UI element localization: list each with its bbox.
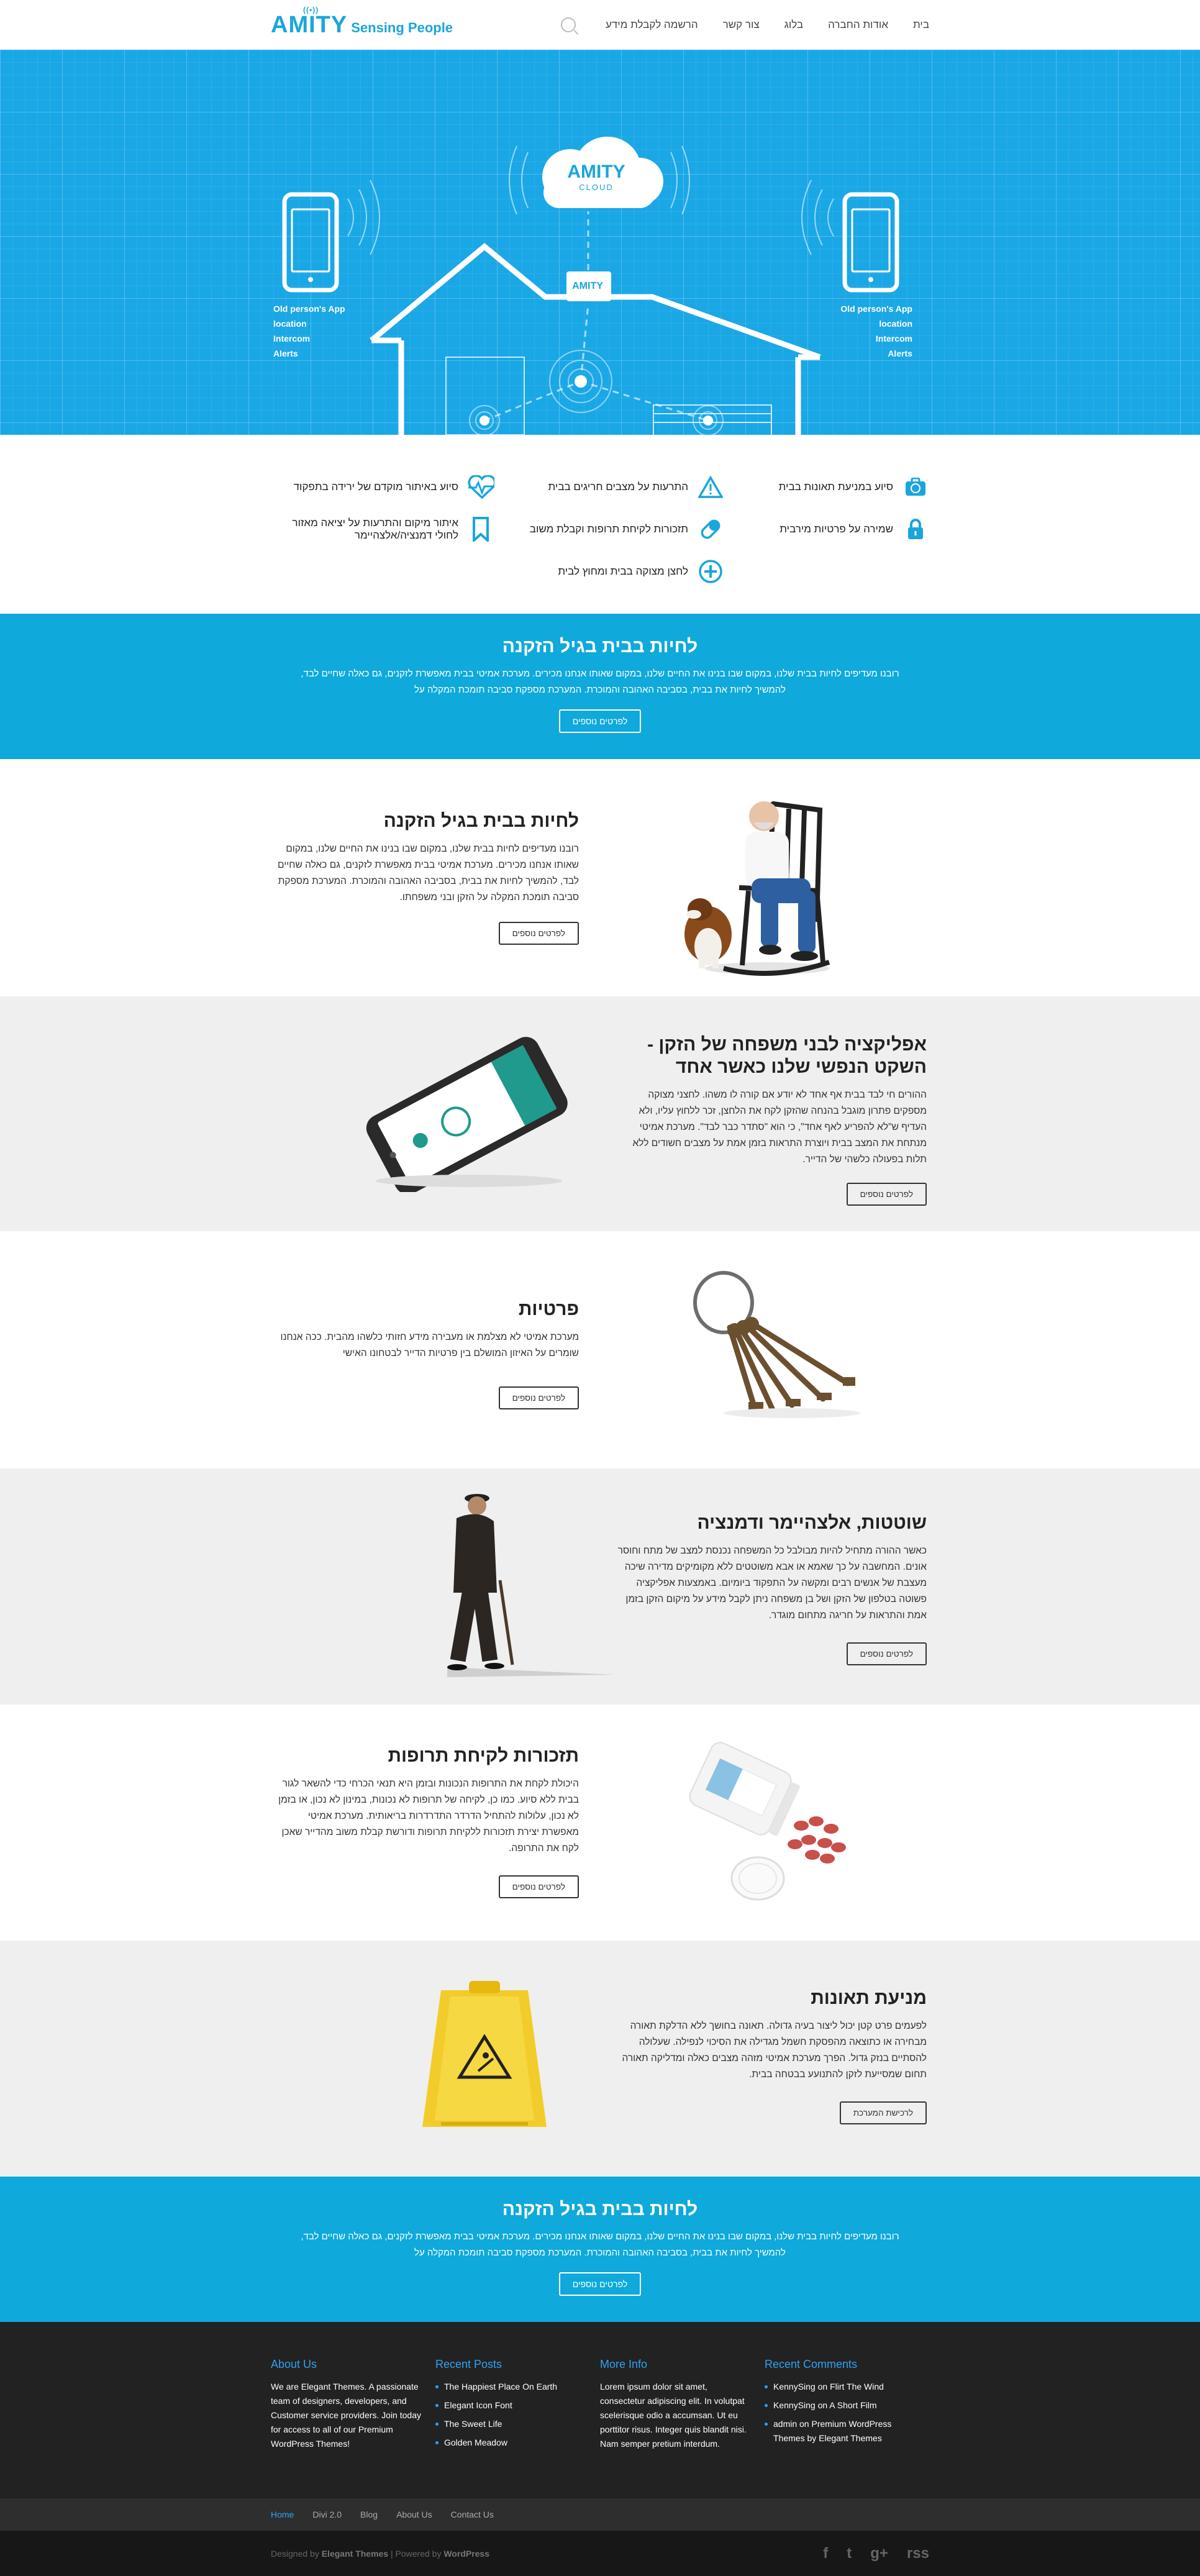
- section-family-app: [0, 996, 1200, 1231]
- smartphone-app-image: [345, 1037, 581, 1192]
- medkit-icon: [902, 473, 929, 501]
- rss-icon[interactable]: rss: [906, 2544, 929, 2562]
- logo-tagline: Sensing People: [351, 19, 453, 35]
- post-link[interactable]: Elegant Icon Font: [435, 2398, 588, 2413]
- cloud-title: AMITY: [567, 162, 625, 182]
- section-text: ההורים חי לבד בבית אף אחד לא יודע אם קורה לו משהו. לחצני מצוקה מספקים פתרון מוגבל בהנחה שהזקן לקח את הלחצן, זכר ללחוץ עליו, ולא העדיף ש"לא להפריע לאף אחד", כי הוא "סתדר כבר לבד". מערכת אמיטי מנתחת את המצב בבית ויוצרת התראות בזמן אמת על מצבים חשודים ללא תלות בפעולה כלשהי של הדייר.: [632, 1090, 927, 1165]
- section-title: פרטיות: [518, 1299, 579, 1319]
- phone-left-icon: [284, 194, 337, 290]
- hub-label: AMITY: [572, 281, 603, 291]
- more-details-button[interactable]: לפרטים נוספים: [847, 1183, 927, 1206]
- footer-bottom-bar: [0, 2531, 1200, 2576]
- wet-floor-sign-image: [416, 1978, 553, 2139]
- nav-signup[interactable]: הרשמה לקבלת מידע: [605, 19, 698, 30]
- footer-about: [271, 2358, 435, 2454]
- footer-menu: [0, 2498, 1200, 2531]
- comment-link[interactable]: admin on Premium WordPress Themes by Elegant Themes: [765, 2417, 917, 2446]
- social-links: [823, 2545, 929, 2562]
- purchase-button[interactable]: לרכישת המערכת: [840, 2101, 927, 2124]
- more-details-button[interactable]: לפרטים נוספים: [847, 1642, 927, 1665]
- section-dementia: [0, 1468, 1200, 1704]
- footer-nav-divi[interactable]: Divi 2.0: [312, 2510, 342, 2519]
- features-section: [0, 435, 1200, 614]
- left-phone-caption: Old person's App location Intercom Alerts: [273, 304, 345, 358]
- footer-heading: More Info: [600, 2358, 648, 2370]
- lock-icon: [902, 516, 929, 543]
- section-title: לחיות בבית בגיל הזקנה: [383, 811, 579, 831]
- site-header: [0, 0, 1200, 50]
- google-plus-icon[interactable]: g+: [870, 2544, 888, 2562]
- footer-heading: Recent Comments: [765, 2358, 858, 2370]
- feature-location-tracking: איתור מיקום והתרעות על יציאה מאזור לחולי דמנציה/אלצהיימר: [271, 516, 494, 543]
- feature-medication: תזכורות לקיחת תרופות וקבלת משוב: [494, 516, 724, 543]
- footer-nav-about[interactable]: About Us: [396, 2510, 432, 2519]
- comment-link[interactable]: KennySing on A Short Film: [765, 2398, 917, 2413]
- more-details-button[interactable]: לפרטים נוספים: [499, 922, 579, 945]
- feature-panic-button: לחצן מצוקה בבית ומחוץ לבית: [494, 558, 724, 585]
- footer-nav-blog[interactable]: Blog: [360, 2510, 378, 2519]
- nav-home[interactable]: בית: [913, 19, 929, 30]
- pill-icon: [697, 516, 724, 543]
- wordpress-link[interactable]: WordPress: [443, 2548, 490, 2559]
- more-details-button[interactable]: לפרטים נוספים: [499, 1875, 579, 1898]
- more-details-button[interactable]: לפרטים נוספים: [559, 709, 642, 733]
- section-medication: [0, 1704, 1200, 1941]
- elegant-themes-link[interactable]: Elegant Themes: [321, 2548, 389, 2559]
- section-title: תזכורות לקיחת תרופות: [388, 1745, 579, 1766]
- section-title: אפליקציה לבני משפחה של הזקן - השקט הנפשי שלנו כאשר אחד: [647, 1034, 927, 1077]
- cta-banner-top: [0, 614, 1200, 759]
- section-text: היכולת לקחת את התרופות הנכונות ובזמן היא תנאי הכרחי כדי להשאר לגור בבית ללא סיוע. כמו כן, לקיחה של תרופות לא נכונות, במינון לא נכון, או בזמן לא נכון, עלולות להתחיל הדרדר התדרדרות בריאותית. מערכת אמיטי מאפשרת יצירת תזכורות ללקיחת תרופות ודורשת קבלת משוב מהדייר שאכן לקח את התרופה.: [278, 1778, 579, 1854]
- house-roof: [371, 247, 820, 357]
- nav-blog[interactable]: בלוג: [784, 19, 804, 30]
- cta-text: רובנו מעדיפים לחיות בבית שלנו, במקום שבו בנינו את החיים שלנו, במקום שאותו אנחנו מכירים. מערכת אמיטי בבית מאפשרת לזקנים, גם כאלה שחיים לבד, להמשיך לחיות את בבית, בסביבה האהובה והמוכרת. המערכת מספקת סביבה תומכת המקלה על: [301, 2231, 899, 2258]
- post-link[interactable]: The Sweet Life: [435, 2417, 588, 2431]
- footer-info-text: Lorem ipsum dolor sit amet, consectetur adipiscing elit. In volutpat scelerisque odio a accumsan. Ut eu porttitor risus. Integer quis blandit nisi. Nam semper pretium interdum.: [600, 2382, 747, 2449]
- section-text: מערכת אמיטי לא מצלמת או מעבירה מידע חזותי כלשהו מהבית. ככה אנחנו שומרים על האיזון המושלם בין פרטיות הדייר לבטחונו האישי: [280, 1332, 579, 1359]
- site-logo[interactable]: [271, 5, 453, 39]
- post-link[interactable]: The Happiest Place On Earth: [435, 2380, 588, 2394]
- post-link[interactable]: Golden Meadow: [435, 2436, 588, 2450]
- footer-recent-posts: [435, 2358, 600, 2454]
- footer-more-info: [600, 2358, 765, 2454]
- link-line: [581, 381, 708, 421]
- section-text: לפעמים פרט קטן יכול ליצור בעיה גדולה. תאונה בחושך ללא הדלקת תאורה מבחירה או כתוצאה מהפסקת חשמל מגדילה את הסיכוי לנפילה. שעלולה להסתיים בנזק גדול. הפרך מערכת אמיטי מזהה מצבים כאלה ומדליקה תאורה תחום שמסייעת לזקן להתנועע בבטחה בבית.: [622, 2021, 927, 2080]
- cloud-subtitle: CLOUD: [579, 183, 614, 192]
- hero-blueprint: [0, 50, 1200, 435]
- bookmark-icon: [467, 516, 494, 543]
- dog: [684, 898, 732, 968]
- feature-privacy: שמירה על פרטיות מירבית: [724, 516, 929, 543]
- house-diagram: [0, 50, 1200, 435]
- nav-contact[interactable]: צור קשר: [722, 19, 760, 30]
- section-accident-prevention: [0, 1941, 1200, 2177]
- phone-right-icon: [845, 194, 897, 290]
- section-title: שוטטות, אלצהיימר ודמנציה: [697, 1513, 927, 1533]
- warning-icon: [697, 473, 724, 501]
- more-details-button[interactable]: לפרטים נוספים: [559, 2272, 642, 2296]
- more-details-button[interactable]: לפרטים נוספים: [499, 1386, 579, 1409]
- link-line: [484, 381, 581, 421]
- twitter-icon[interactable]: t: [847, 2544, 852, 2562]
- cta-banner-bottom: [0, 2177, 1200, 2322]
- main-nav: [561, 17, 929, 32]
- elderly-man-image: [680, 779, 835, 978]
- footer-about-text: We are Elegant Themes. A passionate team of designers, developers, and Customer service providers. Join today for access to all of our Premium WordPress Themes!: [271, 2382, 421, 2449]
- footer-nav-home[interactable]: Home: [271, 2510, 294, 2519]
- cta-title: לחיות בבית בגיל הזקנה: [502, 2199, 698, 2219]
- feature-early-decline: סיוע באיתור מוקדם של ירידה בתפקוד: [271, 473, 494, 501]
- feature-anomaly-alerts: התרעות על מצבים חריגים בבית: [494, 473, 724, 501]
- search-icon[interactable]: [561, 17, 576, 32]
- pill-bottle-image: [671, 1736, 857, 1909]
- footer-heading: Recent Posts: [435, 2358, 502, 2370]
- footer-nav-contact[interactable]: Contact Us: [450, 2510, 494, 2519]
- elderly-walker-image: [385, 1481, 621, 1698]
- section-privacy: [0, 1231, 1200, 1468]
- feature-accident-prevention: סיוע במניעת תאונות בבית: [724, 473, 929, 501]
- keys-image: [661, 1265, 866, 1421]
- signal-icon: ((•)): [303, 5, 319, 14]
- footer-widgets: [0, 2322, 1200, 2498]
- footer-heading: About Us: [271, 2358, 317, 2370]
- section-text: רובנו מעדיפים לחיות בבית שלנו, במקום שבו בנינו את החיים שלנו, במקום שאותו אנחנו מכירים. מערכת אמיטי בבית מאפשרת לזקנים, גם כאלה שחיים לבד, להמשיך לחיות את בבית, בסביבה האהובה והמוכרת. המערכת מספקת סביבה תומכת המקלה על הזקן ובני משפחתו.: [278, 844, 579, 903]
- section-aging-at-home: [0, 759, 1200, 996]
- footer-recent-comments: [765, 2358, 929, 2454]
- facebook-icon[interactable]: f: [823, 2544, 829, 2562]
- footer-credits: Designed by Elegant Themes | Powered by WordPress: [271, 2548, 490, 2559]
- plus-circle-icon: [697, 558, 724, 585]
- cta-title: לחיות בבית בגיל הזקנה: [502, 636, 698, 657]
- comment-link[interactable]: KennySing on Flirt The Wind: [765, 2380, 917, 2394]
- right-phone-caption: Old person's App location Intercom Alerts: [840, 304, 912, 358]
- heartbeat-icon: [467, 473, 494, 501]
- cta-text: רובנו מעדיפים לחיות בבית שלנו, במקום שבו בנינו את החיים שלנו, במקום שאותו אנחנו מכירים. מערכת אמיטי בבית מאפשרת לזקנים, גם כאלה שחיים לבד, להמשיך לחיות את בבית, בסביבה האהובה והמוכרת. המערכת מספקת סביבה תומכת המקלה על: [301, 668, 899, 695]
- section-title: מניעת תאונות: [811, 1988, 927, 2008]
- nav-about[interactable]: אודות החברה: [828, 19, 888, 30]
- section-text: כאשר ההורה מתחיל להיות מבולבל כל המשפחה נכנסת למצב של מתח וחוסר אונים. המחשבה על כך שאמא או אבא משוטטים ללא מקומיקים מדירה שיכה מעצבת של אנשים רבים ומקשה על התפקוד ביומיום. באמצעות אפליקציה פשוטה בטלפון של הזקן ושל בן משפחה ניתן לקבל מידע על מיקום הזקן בזמן אמת והתראות על חריגה מתחום מוגדר.: [617, 1545, 927, 1621]
- logo-wordmark: AMITY ((•)): [271, 5, 348, 38]
